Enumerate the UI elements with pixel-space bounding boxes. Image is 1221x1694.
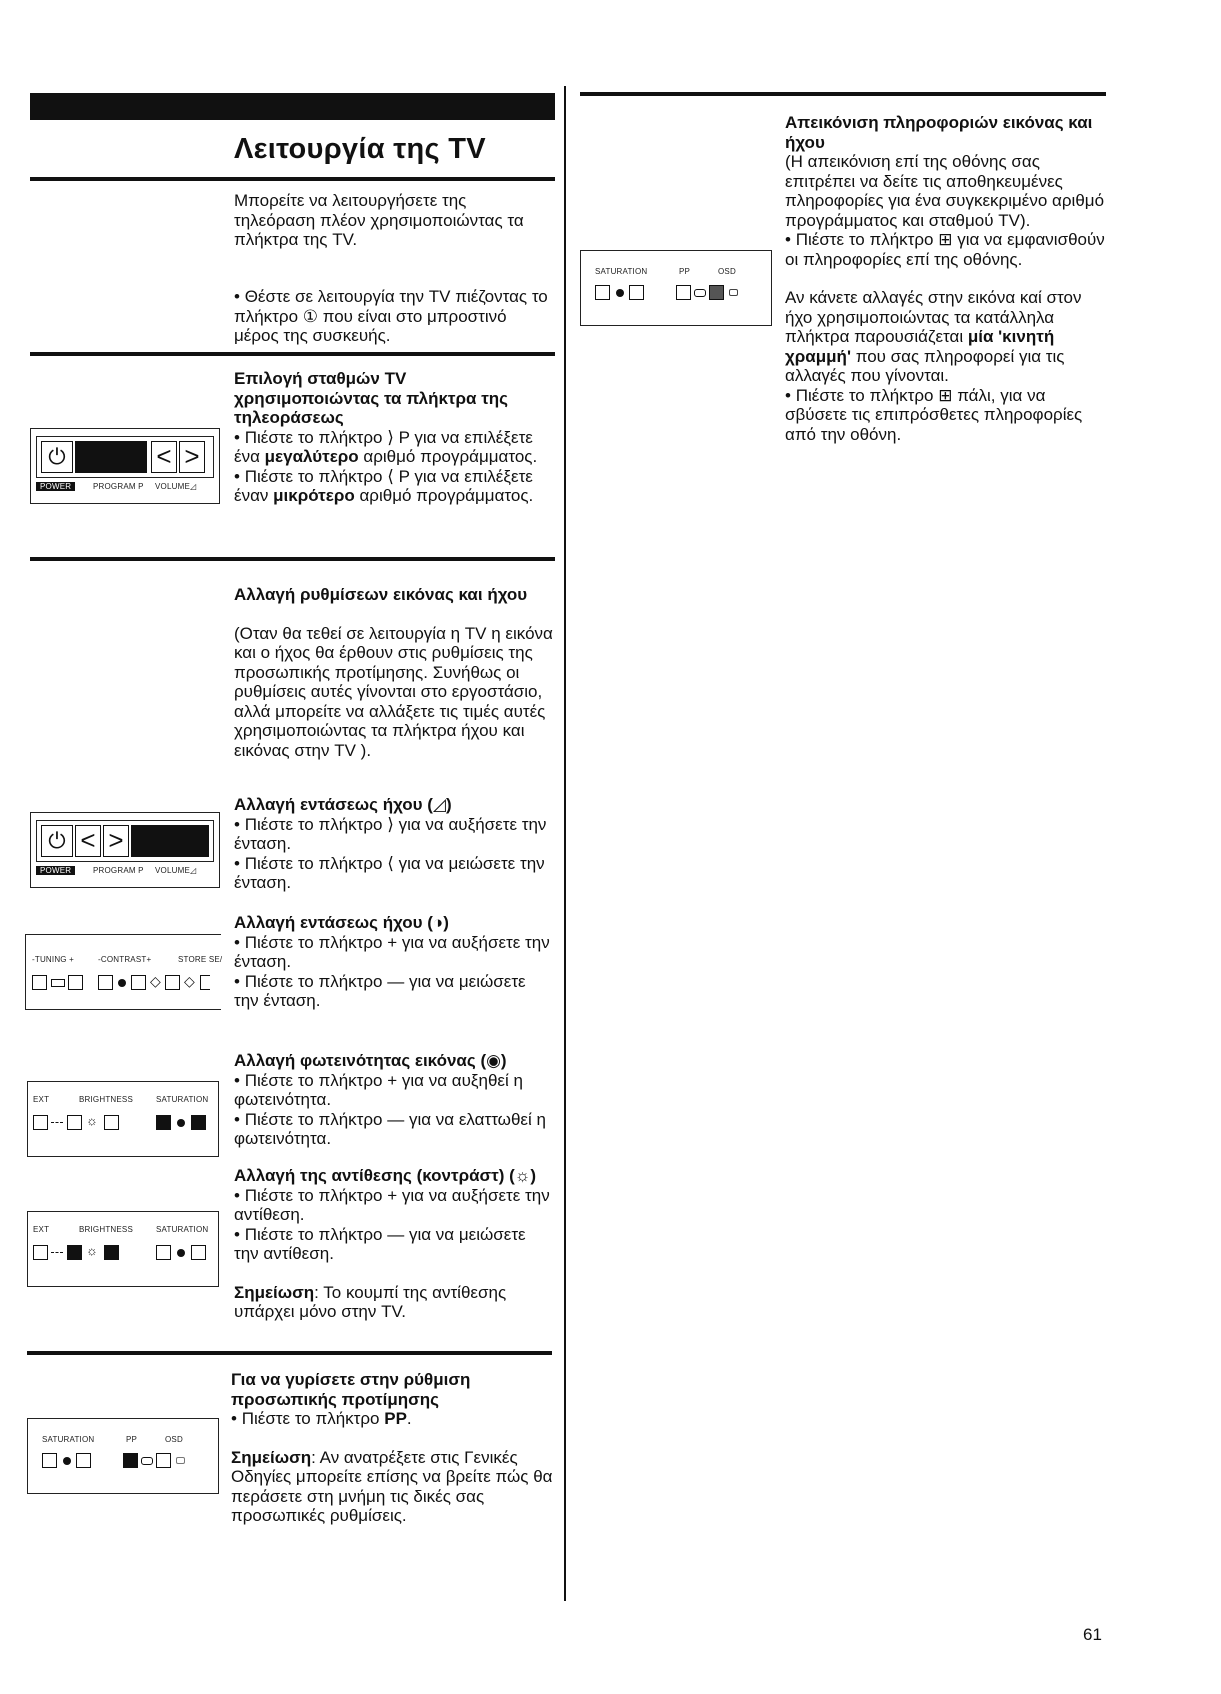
osd-bullet-1: • Πιέστε το πλήκτρο ⊞ για να εμφανισθούν οι πληροφορίες επί της οθόνης. [785,230,1105,269]
divider-1 [30,177,555,181]
pp-link-icon [694,289,706,297]
intro-text: Μπορείτε να λειτουργήσετε της τηλεόραση πλέον χρησιμοποιώντας τα πλήκτρα της TV. [234,191,524,249]
dash-icon [51,1252,63,1253]
settings-section [234,585,559,760]
brightness-minus-key [67,1245,82,1260]
station-heading: Επιλογή σταθμών TV χρησιμοποιώντας τα πλήκτρα της τηλεοράσεως [234,369,509,427]
osd-label: OSD [718,267,736,276]
top-black-bar [30,93,555,120]
contrast-label: -CONTRAST+ [98,955,152,964]
osd-body: (Η απεικόνιση επί της οθόνης σας επιτρέπει να δείτε τις αποθηκευμένες πληροφορίες για ένα συγκεκριμένο αριθμό προγράμματος και σταθμού TV). [785,152,1105,230]
pp-osd-panel-2 [580,250,772,326]
saturation-plus-key [191,1245,206,1260]
osd-para-2: Αν κάνετε αλλαγές στην εικόνα καί στον ήχο χρησιμοποιώντας τα κατάλληλα πλήκτρα παρουσιάζεται μία 'κινητή χραμμή' που σας πληροφορεί για τις αλλαγές που γίνονται. [785,288,1082,385]
brightness-label: BRIGHTNESS [79,1095,134,1104]
chevron-right-icon: > [103,825,129,857]
brightness-panel [27,1081,219,1157]
column-separator [564,86,566,1601]
diamond-icon: ◇ [150,973,161,989]
right-top-rule [580,92,1106,96]
saturation-minus-key [595,285,610,300]
contrast-bullet-1: • Πιέστε το πλήκτρο + για να αυξήσετε την αντίθεση. [234,1186,554,1225]
osd-section [785,113,1105,444]
volume-bullet-2: • Πιέστε το πλήκτρο ⟨ για να μειώσετε την ένταση. [234,854,554,893]
settings-heading: Αλλαγή ρυθμίσεων εικόνας και ήχου [234,585,528,604]
sun-icon: ☼ [86,1243,98,1258]
contrast-volume-heading: Αλλαγή εντάσεως ήχου (◑) [234,913,449,932]
brightness-label: BRIGHTNESS [79,1225,134,1234]
personal-heading: Για να γυρίσετε στην ρύθμιση προσωπικής προτίμησης [231,1370,471,1409]
ext-key [33,1115,48,1130]
contrast-bullet-2: • Πιέστε το πλήκτρο — για να μειώσετε την αντίθεση. [234,1225,554,1264]
osd-key [709,285,724,300]
power-bullet: • Θέστε σε λειτουργία την TV πιέζοντας το πλήκτρο ① που είναι στο μπροστινό μέρος της συσκευής. [234,287,554,346]
brightness-heading: Αλλαγή φωτεινότητας εικόνας (◉) [234,1051,507,1070]
chevron-left-icon: < [151,441,177,473]
contrast-section [234,1166,554,1322]
osd-small-icon [729,289,738,296]
volume-heading: Αλλαγή εντάσεως ήχου (◿) [234,795,452,814]
saturation-label: SATURATION [156,1095,209,1104]
power-label: POWER [36,482,75,491]
personal-section [231,1370,561,1526]
brightness-minus-key [67,1115,82,1130]
power-label: POWER [36,866,75,875]
chevron-left-icon: < [75,825,101,857]
ext-label: EXT [33,1225,50,1234]
volume-label: VOLUME◿ [155,866,197,875]
personal-bullet-1: • Πιέστε το πλήκτρο PP. [231,1409,561,1429]
saturation-icon [177,1249,185,1257]
contrast-note: Σημείωση: Το κουμπί της αντίθεσης υπάρχει μόνο στην TV. [234,1282,507,1321]
saturation-minus-key [156,1115,171,1130]
program-label: PROGRAM P [93,482,144,491]
osd-label: OSD [165,1435,183,1444]
dash-icon [51,1122,63,1123]
ext-label: EXT [33,1095,50,1104]
contrast-heading: Αλλαγή της αντίθεσης (κοντράστ) (☼) [234,1166,537,1185]
diamond-icon: ◇ [184,973,195,989]
settings-body: (Οταν θα τεθεί σε λειτουργία η TV η εικόνα και ο ήχος θα έρθουν στις ρυθμίσεις της προσωπικής προτίμησης. Συνήθως οι ρυθμίσεις αυτές γίνονται στο εργοστάσιο, αλλά μπορείτε να αλλάξετε τις τιμές αυτές χρησιμοποιώντας τα πλήκτρα ήχου και εικόνας στην TV ). [234,623,553,760]
tuning-minus-key [32,975,47,990]
black-display-block [131,825,209,857]
sun-icon: ☼ [86,1113,98,1128]
black-display-block [75,441,147,473]
station-bullet-2: • Πιέστε το πλήκτρο ⟨ P για να επιλέξετε έναν μικρότερο αριθμό προγράμματος. [234,467,554,506]
station-bullet-1: • Πιέστε το πλήκτρο ⟩ P για να επιλέξετε ένα μεγαλύτερο αριθμό προγράμματος. [234,428,554,467]
tuning-contrast-panel [25,934,221,1010]
power-key-icon: ⏻ [41,441,73,473]
osd-small-icon [176,1457,185,1464]
contrast-half-icon [118,979,126,987]
saturation-plus-key [629,285,644,300]
store-key [165,975,180,990]
brightness-section [234,1051,554,1149]
divider-4 [27,1351,552,1355]
volume-section [234,795,554,893]
brightness-plus-key [104,1115,119,1130]
osd-heading: Απεικόνιση πληροφοριών εικόνας και ήχου [785,113,1093,152]
volume-label: VOLUME◿ [155,482,197,491]
divider-2 [30,352,555,356]
chevron-right-icon: > [179,441,205,473]
saturation-plus-key [76,1453,91,1468]
page-title: Λειτουργία της TV [234,133,486,165]
saturation-label: SATURATION [42,1435,95,1444]
store-key-2 [200,975,210,990]
contrast-plus-key [131,975,146,990]
contrast-volume-section [234,913,554,1011]
tuning-plus-key [68,975,83,990]
saturation-minus-key [156,1245,171,1260]
store-label: STORE SE/ [178,955,223,964]
saturation-minus-key [42,1453,57,1468]
saturation-label: SATURATION [156,1225,209,1234]
saturation-label: SATURATION [595,267,648,276]
pp-key [676,285,691,300]
divider-3 [30,557,555,561]
tuning-label: -TUNING + [32,955,75,964]
contrast-volume-bullet-2: • Πιέστε το πλήκτρο — για να μειώσετε την ένταση. [234,972,554,1011]
station-section [234,369,554,506]
osd-key [156,1453,171,1468]
pp-label: PP [126,1435,138,1444]
saturation-icon [616,289,624,297]
saturation-plus-key [191,1115,206,1130]
tuning-rect-icon [51,979,65,987]
ext-key [33,1245,48,1260]
power-program-panel-1 [30,428,220,504]
brightness-bullet-2: • Πιέστε το πλήκτρο — για να ελαττωθεί η φωτεινότητα. [234,1110,554,1149]
power-key-icon: ⏻ [41,825,73,857]
saturation-icon [177,1119,185,1127]
power-program-panel-2 [30,812,220,888]
page-number: 61 [1083,1625,1102,1644]
contrast-minus-key [98,975,113,990]
brightness-bullet-1: • Πιέστε το πλήκτρο + για να αυξηθεί η φωτεινότητα. [234,1071,554,1110]
contrast-volume-bullet-1: • Πιέστε το πλήκτρο + για να αυξήσετε την ένταση. [234,933,554,972]
pp-osd-panel-1 [27,1418,219,1494]
pp-key [123,1453,138,1468]
saturation-icon [63,1457,71,1465]
pp-label: PP [679,267,691,276]
contrast-panel [27,1211,219,1287]
program-label: PROGRAM P [93,866,144,875]
brightness-plus-key [104,1245,119,1260]
personal-note: Σημείωση: Αν ανατρέξετε στις Γενικές Οδηγίες μπορείτε επίσης να βρείτε πώς θα περάσετε στη μνήμη τις δικές σας προσωπικές ρυθμίσεις. [231,1447,553,1525]
pp-link-icon [141,1457,153,1465]
volume-bullet-1: • Πιέστε το πλήκτρο ⟩ για να αυξήσετε την ένταση. [234,815,554,854]
osd-bullet-2: • Πιέστε το πλήκτρο ⊞ πάλι, για να σβύσετε τις επιπρόσθετες πληροφορίες από την οθόνη. [785,386,1105,445]
